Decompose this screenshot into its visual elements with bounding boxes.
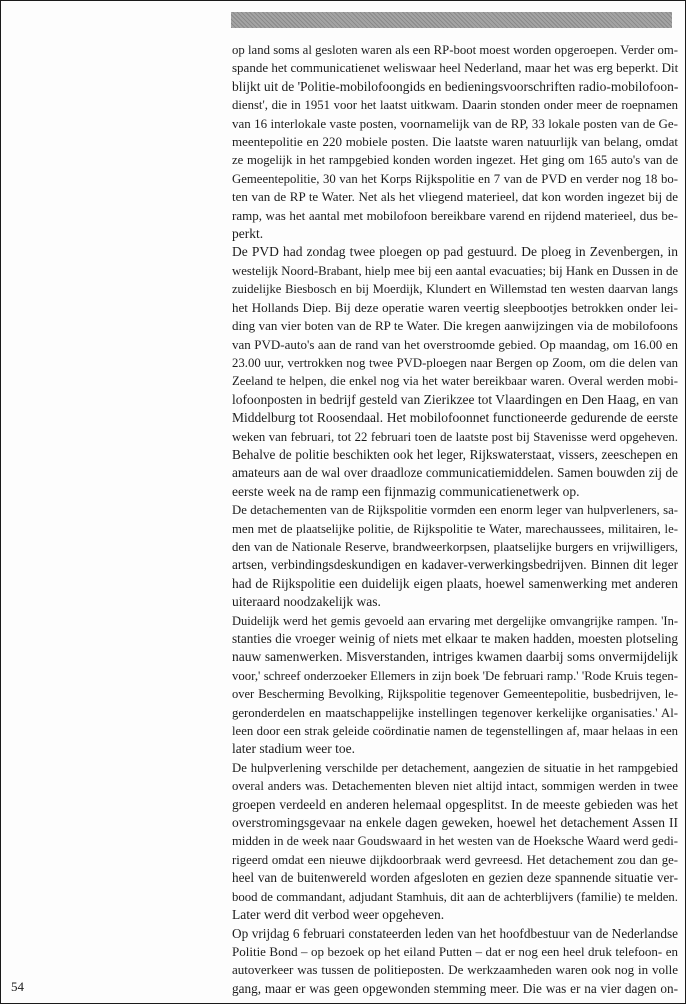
text-line: 23.00 uur, vertrokken nog twee PVD-ploegen naar Bergen op Zoom, om die delen van bbox=[232, 355, 678, 370]
text-line: gang, maar er was geen opgewonden stemming meer. Die was er na vier dagen on- bbox=[232, 980, 678, 996]
paragraph bbox=[232, 925, 678, 999]
text-line: stanties die vroeger weinig of niets met elkaar te maken hadden, moesten plotseling bbox=[232, 631, 678, 646]
text-line: voor,' schreef onderzoeker Ellemers in zijn boek 'De februari ramp.' 'Rode Kruis tegen- bbox=[232, 668, 678, 683]
paragraph bbox=[232, 41, 678, 243]
text-line: De PVD had zondag twee ploegen op pad gestuurd. De ploeg in Zevenbergen, in bbox=[232, 244, 678, 260]
text-line: midden in de week naar Goudswaard in het westen van de Hoeksche Waard werd gedi- bbox=[232, 834, 678, 849]
text-line: De detachementen van de Rijkspolitie vormden een enorm leger van hulpverleners, sa- bbox=[232, 503, 678, 518]
text-line: bood de commandant, adjudant Stamhuis, dit aan de achterblijvers (familie) te melden. bbox=[232, 889, 678, 904]
text-line: perkt. bbox=[232, 226, 264, 242]
text-line: spande het communicatienet weliswaar heel Nederland, maar het was erg beperkt. Dit bbox=[232, 60, 679, 76]
text-line: amateurs aan de wal over draadloze communicatiemiddelen. Samen bouwden zij de bbox=[232, 465, 678, 481]
text-line: van PVD-auto's aan de rand van het overstroomde gebied. Op maandag, om 16.00 en bbox=[232, 336, 678, 352]
text-line: Op vrijdag 6 februari constateerden leden van het hoofdbestuur van de Nederlandse bbox=[232, 925, 678, 941]
text-line: ding van vier boten van de RP te Water. Die kregen aanwijzingen via de mobilofoons bbox=[232, 318, 678, 334]
text-line: het Hollands Diep. Bij deze operatie waren veertig sleepbootjes betrokken onder lei- bbox=[232, 299, 678, 315]
text-line: weken van februari, tot 22 februari toen de laatste post bij Stavenisse werd opgeheven. bbox=[232, 429, 678, 444]
text-line: nauw samenwerken. Misverstanden, intriges kwamen daarbij soms onvermijdelijk bbox=[232, 649, 678, 665]
text-line: had de Rijkspolitie een duidelijk eigen plaats, hoewel samenwerking met anderen bbox=[232, 575, 678, 591]
text-line: zuidelijke Biesbosch en bij Moerdijk, Klundert en Willemstad ten westen daarvan langs bbox=[232, 282, 678, 297]
text-line: westelijk Noord-Brabant, hielp mee bij een aantal evacuaties; bij Hank en Dussen in de bbox=[232, 263, 678, 278]
header-bar bbox=[231, 12, 672, 28]
text-line: heel van de buitenwereld worden afgesloten en gezien deze spannende situatie ver- bbox=[232, 870, 678, 886]
text-line: Politie Bond – op bezoek op het eiland Putten – dat er nog een heel druk telefoon- en bbox=[232, 943, 678, 959]
text-line: leen door een strak geleide coördinatie namen de tegenstellingen af, maar helaas in een bbox=[232, 724, 678, 739]
text-line: ten van de RP te Water. Net als het vliegend materieel, dat kon worden ingezet bij de bbox=[232, 189, 678, 205]
text-line: op land soms al gesloten waren als een RP-boot moest worden opgeroepen. Verder om- bbox=[232, 43, 678, 57]
paragraph bbox=[232, 612, 678, 759]
text-line: over Bescherming Bevolking, Rijkspolitie tegenover Gemeentepolitie, busbedrijven, le- bbox=[232, 687, 678, 702]
text-line: artsen, verbindingsdeskundigen en kadaver-verwerkingsbedrijven. Binnen dit leger bbox=[232, 557, 678, 573]
text-line: dienst', die in 1951 voor het laatst uitkwam. Daarin stonden onder meer de roepnamen bbox=[232, 98, 678, 113]
text-line: rigeerd omdat een nieuwe dijkdoorbraak werd gevreesd. Het detachement zou dan ge- bbox=[232, 852, 678, 867]
text-line: men met de plaatselijke politie, de Rijkspolitie te Water, marechaussees, militairen, le- bbox=[232, 521, 678, 536]
paragraph bbox=[232, 759, 678, 925]
text-line: groepen verdeeld en anderen helemaal opgesplitst. In de meeste gebieden was het bbox=[232, 796, 678, 812]
text-line: lofoonposten in bedrijf gesteld van Zierikzee tot Vlaardingen en Den Haag, en van bbox=[232, 391, 679, 407]
text-line: blijkt uit de 'Politie-mobilofoongids en bedieningsvoorschriften radio-mobilofoon- bbox=[232, 78, 679, 94]
text-line: ramp, was het aantal met mobilofoon bereikbare varend en rijdend materieel, dus be- bbox=[232, 207, 678, 223]
page-number: 54 bbox=[11, 979, 24, 994]
text-line: eerste week na de ramp een fijnmazig communicatienetwerk op. bbox=[232, 483, 580, 499]
text-line: later stadium weer toe. bbox=[232, 741, 355, 757]
text-line: overstromingsgevaar na enkele dagen geweken, hoewel het detachement Assen II bbox=[232, 815, 678, 831]
text-line: Middelburg tot Roosendaal. Het mobilofoonnet functioneerde gedurende de eerste bbox=[232, 410, 678, 426]
text-line: Duidelijk werd het gemis gevoeld aan ervaring met dergelijke omvangrijke rampen. 'In- bbox=[232, 613, 678, 628]
body-text bbox=[232, 41, 678, 998]
text-line: De hulpverlening verschilde per detachement, aangezien de situatie in het rampgebied bbox=[232, 760, 678, 775]
text-line: Later werd dit verbod weer opgeheven. bbox=[232, 907, 445, 923]
text-line: overal anders was. Detachementen bleven niet altijd intact, sommigen werden in twee bbox=[232, 779, 678, 794]
text-line: uiteraard noodzakelijk was. bbox=[232, 594, 381, 610]
paragraph bbox=[232, 501, 678, 611]
text-line: Gemeentepolitie, 30 van het Korps Rijkspolitie en 7 van de PVD en verder nog 18 bo- bbox=[232, 171, 678, 186]
text-line: ze mogelijk in het rampgebied konden worden ingezet. Het ging om 165 auto's van de bbox=[232, 153, 678, 168]
text-line: van 16 interlokale vaste posten, voornamelijk van de RP, 33 lokale posten van de Ge- bbox=[232, 115, 678, 131]
text-line: geronderdelen en maatschappelijke instellingen tegenover kerkelijke organisaties.' Al- bbox=[232, 705, 678, 720]
paragraph bbox=[232, 243, 678, 501]
text-line: autoverkeer was tussen de politieposten. De werkzaamheden waren ook nog in volle bbox=[232, 962, 678, 978]
text-line: Zeeland te helpen, die enkel nog via het water bereikbaar waren. Overal werden mobi- bbox=[232, 374, 678, 389]
text-line: den van de Nationale Reserve, brandweerkorpsen, plaatselijke burgers en vrijwilligers, bbox=[232, 539, 678, 554]
text-line: meentepolitie en 220 mobiele posten. Die laatste waren natuurlijk van belang, omdat bbox=[232, 134, 678, 150]
text-line: Behalve de politie beschikten ook het leger, Rijkswaterstaat, vissers, zeeschepen en bbox=[232, 446, 678, 462]
